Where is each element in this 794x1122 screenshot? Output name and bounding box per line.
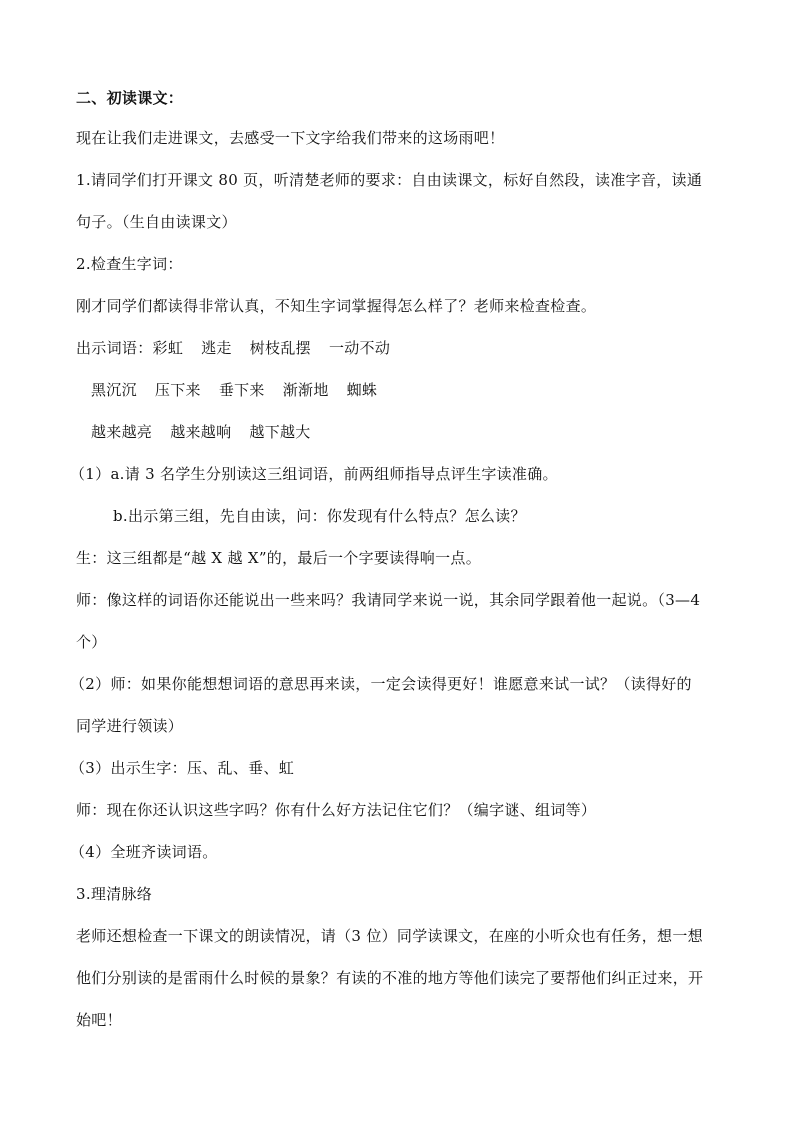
word-item: 压下来 bbox=[154, 381, 201, 399]
word-item: 一动不动 bbox=[328, 339, 391, 357]
sub-step-4: （4）全班齐读词语。 bbox=[70, 843, 218, 861]
word-item: 渐渐地 bbox=[282, 381, 329, 399]
sub-step-1b: b.出示第三组，先自由读，问：你发现有什么特点？怎么读？ bbox=[113, 507, 526, 525]
teacher-question2: 师：现在你还认识这些字吗？你有什么好方法记住它们？（编字谜、组词等） bbox=[76, 801, 597, 819]
sub-step-2-line2: 同学进行领读） bbox=[76, 717, 184, 735]
word-item: 蜘蛛 bbox=[346, 381, 378, 399]
word-item: 彩虹 bbox=[152, 339, 184, 357]
words-group1 bbox=[76, 338, 726, 358]
words-label: 出示词语： bbox=[76, 339, 153, 357]
step3-title: 3.理清脉络 bbox=[76, 885, 153, 903]
step1-line1: 1.请同学们打开课文 80 页，听清楚老师的要求：自由读课文，标好自然段，读准字音，读通 bbox=[76, 171, 703, 189]
sub-step-1a: （1）a.请 3 名学生分别读这三组词语，前两组师指导点评生字读准确。 bbox=[70, 465, 558, 483]
step2-title: 2.检查生字词： bbox=[76, 255, 183, 273]
step2-teacher-line: 刚才同学们都读得非常认真，不知生字词掌握得怎么样了？老师来检查检查。 bbox=[76, 297, 597, 315]
words-group2 bbox=[91, 380, 741, 400]
intro-line: 现在让我们走进课文，去感受一下文字给我们带来的这场雨吧！ bbox=[76, 129, 505, 147]
section-title: 二、初读课文： bbox=[76, 89, 184, 107]
student-answer: 生：这三组都是“越 X 越 X”的，最后一个字要读得响一点。 bbox=[76, 549, 482, 567]
words-group3 bbox=[91, 422, 741, 442]
word-item: 黑沉沉 bbox=[91, 381, 137, 399]
teacher-question1-line1: 师：像这样的词语你还能说出一些来吗？我请同学来说一说，其余同学跟着他一起说。（3—4 bbox=[76, 591, 701, 609]
sub-step-3: （3）出示生字：压、乱、垂、虹 bbox=[70, 759, 295, 777]
sub-step-2-line1: （2）师：如果你能想想词语的意思再来读，一定会读得更好！谁愿意来试一试？（读得好的 bbox=[70, 675, 692, 693]
step3-line2: 他们分别读的是雷雨什么时候的景象？有读的不准的地方等他们读完了要帮他们纠正过来，开 bbox=[76, 969, 704, 987]
word-item: 逃走 bbox=[201, 339, 232, 357]
step3-line3: 始吧！ bbox=[76, 1011, 122, 1029]
step1-line2: 句子。（生自由读课文） bbox=[76, 213, 237, 231]
word-item: 越来越响 bbox=[170, 423, 232, 441]
word-item: 垂下来 bbox=[218, 381, 265, 399]
word-item: 树枝乱摆 bbox=[249, 339, 311, 357]
step3-line1: 老师还想检查一下课文的朗读情况，请（3 位）同学读课文，在座的小听众也有任务，想一想 bbox=[76, 927, 703, 945]
word-item: 越来越亮 bbox=[91, 423, 153, 441]
word-item: 越下越大 bbox=[249, 423, 311, 441]
teacher-question1-line2: 个） bbox=[76, 633, 107, 651]
